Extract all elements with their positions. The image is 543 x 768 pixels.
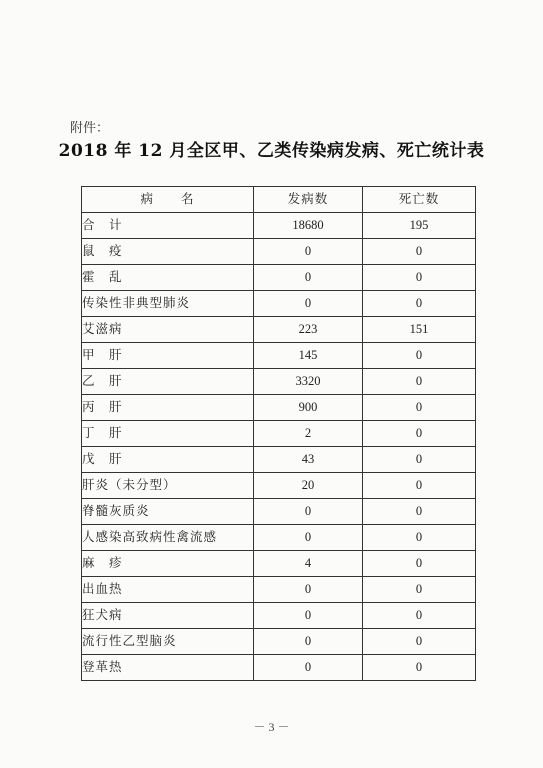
cases-cell: 0	[254, 239, 363, 265]
page-number: － 3 －	[253, 720, 290, 734]
cases-cell: 4	[254, 551, 363, 577]
deaths-cell: 195	[363, 213, 476, 239]
deaths-cell: 0	[363, 525, 476, 551]
table-row	[82, 551, 476, 577]
table-row	[82, 239, 476, 265]
table-row	[82, 655, 476, 681]
cases-cell: 43	[254, 447, 363, 473]
header-deaths: 死亡数	[363, 187, 476, 213]
table-body	[82, 213, 476, 681]
disease-name-cell: 流行性乙型脑炎	[82, 629, 254, 655]
cases-cell: 0	[254, 265, 363, 291]
table-row	[82, 369, 476, 395]
deaths-cell: 151	[363, 317, 476, 343]
deaths-cell: 0	[363, 369, 476, 395]
cases-cell: 0	[254, 577, 363, 603]
deaths-cell: 0	[363, 343, 476, 369]
deaths-cell: 0	[363, 239, 476, 265]
deaths-cell: 0	[363, 395, 476, 421]
disease-name-cell: 霍 乱	[82, 265, 254, 291]
cases-cell: 900	[254, 395, 363, 421]
deaths-cell: 0	[363, 473, 476, 499]
table-row	[82, 421, 476, 447]
cases-cell: 2	[254, 421, 363, 447]
deaths-cell: 0	[363, 499, 476, 525]
header-cases: 发病数	[254, 187, 363, 213]
disease-name-cell: 麻 疹	[82, 551, 254, 577]
deaths-cell: 0	[363, 577, 476, 603]
cases-cell: 0	[254, 525, 363, 551]
disease-name-cell: 丙 肝	[82, 395, 254, 421]
deaths-cell: 0	[363, 421, 476, 447]
table-row	[82, 291, 476, 317]
table-row	[82, 629, 476, 655]
cases-cell: 18680	[254, 213, 363, 239]
disease-name-cell: 人感染高致病性禽流感	[82, 525, 254, 551]
deaths-cell: 0	[363, 265, 476, 291]
cases-cell: 3320	[254, 369, 363, 395]
table-row	[82, 473, 476, 499]
table-row	[82, 603, 476, 629]
statistics-table	[81, 186, 476, 681]
disease-name-cell: 鼠 疫	[82, 239, 254, 265]
table-header-row	[82, 187, 476, 213]
disease-name-cell: 脊髓灰质炎	[82, 499, 254, 525]
table-row	[82, 343, 476, 369]
disease-name-cell: 艾滋病	[82, 317, 254, 343]
disease-name-cell: 合 计	[82, 213, 254, 239]
table-row	[82, 265, 476, 291]
table-row	[82, 499, 476, 525]
deaths-cell: 0	[363, 655, 476, 681]
deaths-cell: 0	[363, 447, 476, 473]
deaths-cell: 0	[363, 551, 476, 577]
deaths-cell: 0	[363, 291, 476, 317]
disease-name-cell: 登革热	[82, 655, 254, 681]
deaths-cell: 0	[363, 629, 476, 655]
disease-name-cell: 甲 肝	[82, 343, 254, 369]
cases-cell: 0	[254, 655, 363, 681]
header-disease-name: 病 名	[82, 187, 254, 213]
disease-name-cell: 乙 肝	[82, 369, 254, 395]
table-row	[82, 577, 476, 603]
attachment-label: 附件：	[70, 121, 110, 136]
table-row	[82, 317, 476, 343]
disease-name-cell: 狂犬病	[82, 603, 254, 629]
table-row	[82, 447, 476, 473]
cases-cell: 0	[254, 291, 363, 317]
disease-name-cell: 戊 肝	[82, 447, 254, 473]
table-row	[82, 525, 476, 551]
cases-cell: 0	[254, 629, 363, 655]
disease-name-cell: 传染性非典型肺炎	[82, 291, 254, 317]
disease-name-cell: 丁 肝	[82, 421, 254, 447]
deaths-cell: 0	[363, 603, 476, 629]
cases-cell: 0	[254, 499, 363, 525]
cases-cell: 145	[254, 343, 363, 369]
document-title: 2018 年 12 月全区甲、乙类传染病发病、死亡统计表	[58, 141, 485, 161]
cases-cell: 20	[254, 473, 363, 499]
table-row	[82, 395, 476, 421]
disease-name-cell: 肝炎（未分型）	[82, 473, 254, 499]
cases-cell: 223	[254, 317, 363, 343]
table-row	[82, 213, 476, 239]
cases-cell: 0	[254, 603, 363, 629]
disease-name-cell: 出血热	[82, 577, 254, 603]
